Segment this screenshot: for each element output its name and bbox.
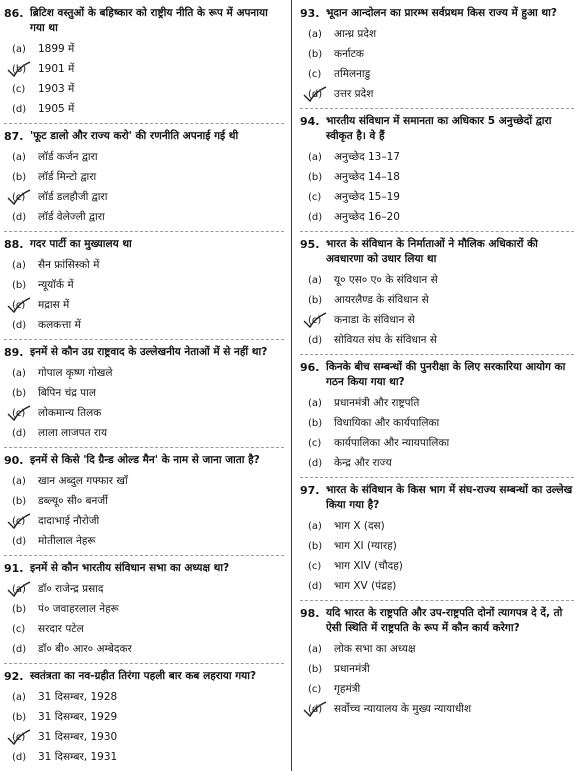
answer-option[interactable] <box>12 79 284 99</box>
answer-option[interactable] <box>12 59 284 79</box>
option-label: (b) <box>12 388 27 399</box>
answer-option[interactable] <box>12 295 284 315</box>
question-block <box>300 360 574 473</box>
option-text: 1899 में <box>38 43 75 55</box>
option-text: भाग X (दस) <box>334 520 385 532</box>
option-text: लोकमान्य तिलक <box>38 407 102 419</box>
question-separator <box>4 447 284 448</box>
option-label: (a) <box>308 152 322 163</box>
options-list <box>12 255 284 335</box>
option-label: (d) <box>308 212 323 223</box>
question-separator <box>300 108 574 109</box>
option-text: भाग XIV (चौदह) <box>334 560 403 572</box>
question-text: भारतीय संविधान में समानता का अधिकार 5 अनुच्छेदों द्वारा स्वीकृत है। वे हैं <box>326 115 552 142</box>
question-text: इनमें से कौन भारतीय संविधान सभा का अध्यक्ष था? <box>30 562 230 574</box>
option-text: सर्वोच्च न्यायालय के मुख्य न्यायाधीश <box>334 703 472 715</box>
option-text: कार्यपालिका और न्यायपालिका <box>334 437 450 449</box>
option-text: लोक सभा का अध्यक्ष <box>334 643 416 655</box>
option-label: (d) <box>12 320 27 331</box>
question-block <box>300 114 574 227</box>
option-label: (d) <box>12 536 27 547</box>
options-list <box>12 687 284 767</box>
question-block <box>300 606 574 719</box>
option-label: (b) <box>12 496 27 507</box>
option-label: (b) <box>308 172 323 183</box>
option-text: डब्ल्यू० सी० बनर्जी <box>38 495 108 507</box>
question-text-row <box>4 345 284 360</box>
answer-option[interactable] <box>12 255 284 275</box>
option-label: (c) <box>12 192 26 203</box>
option-text: मोतीलाल नेहरू <box>38 535 96 547</box>
option-label: (c) <box>308 438 322 449</box>
answer-option[interactable] <box>12 619 284 639</box>
question-text: गदर पार्टी का मुख्यालय था <box>30 238 132 250</box>
question-number: 96. <box>300 361 320 374</box>
question-text-row <box>300 360 574 390</box>
answer-option[interactable] <box>308 413 574 433</box>
answer-option[interactable] <box>12 275 284 295</box>
question-text-row <box>300 606 574 636</box>
answer-option[interactable] <box>308 679 574 699</box>
question-number: 87. <box>4 130 24 143</box>
question-text: भारत के संविधान के निर्माताओं ने मौलिक अधिकारों की अवधारणा को उधार लिया था <box>326 238 538 265</box>
answer-option[interactable] <box>12 383 284 403</box>
option-label: (d) <box>308 704 323 715</box>
option-text: 31 दिसम्बर, 1931 <box>38 751 118 763</box>
question-block <box>4 453 284 551</box>
option-label: (b) <box>12 604 27 615</box>
option-label: (d) <box>308 89 323 100</box>
left-column <box>4 6 284 767</box>
answer-option[interactable] <box>308 659 574 679</box>
question-separator <box>4 123 284 124</box>
question-separator <box>300 600 574 601</box>
option-text: अनुच्छेद 15–19 <box>334 191 400 203</box>
right-column <box>300 6 574 719</box>
question-separator <box>300 354 574 355</box>
question-text: भूदान आन्दोलन का प्रारम्भ सर्वप्रथम किस राज्य में हुआ था? <box>326 7 557 19</box>
option-text: लॉर्ड डलहौजी द्वारा <box>38 191 108 203</box>
question-number: 94. <box>300 115 320 128</box>
option-text: दादाभाई नौरोजी <box>38 515 100 527</box>
answer-option[interactable] <box>12 423 284 443</box>
option-label: (a) <box>308 275 322 286</box>
question-text: स्वतंत्रता का नव-ग्रहीत तिरंगा पहली बार कब लहराया गया? <box>30 670 257 682</box>
option-text: भाग XI (ग्यारह) <box>334 540 397 552</box>
option-label: (a) <box>12 44 26 55</box>
option-text: आन्ध्र प्रदेश <box>334 28 377 40</box>
question-separator <box>300 231 574 232</box>
option-text: कनाडा के संविधान से <box>334 314 415 326</box>
option-label: (c) <box>12 408 26 419</box>
answer-option[interactable] <box>12 363 284 383</box>
answer-option[interactable] <box>308 699 574 719</box>
option-text: 31 दिसम्बर, 1928 <box>38 691 118 703</box>
answer-option[interactable] <box>12 511 284 531</box>
answer-option[interactable] <box>12 147 284 167</box>
option-label: (c) <box>12 516 26 527</box>
option-text: तमिलनाडु <box>334 68 371 80</box>
option-text: डॉ० बी० आर० अम्बेदकर <box>38 643 132 655</box>
options-list <box>308 147 574 227</box>
option-label: (c) <box>308 684 322 695</box>
answer-option[interactable] <box>308 433 574 453</box>
question-block <box>300 237 574 350</box>
answer-option[interactable] <box>308 556 574 576</box>
question-text-row <box>300 6 574 21</box>
question-text-row <box>4 237 284 252</box>
option-label: (c) <box>308 315 322 326</box>
option-label: (a) <box>308 29 322 40</box>
answer-option[interactable] <box>308 290 574 310</box>
question-text-row <box>300 237 574 267</box>
option-text: बिपिन चंद्र पाल <box>38 387 96 399</box>
question-text: किनके बीच सम्बन्धों की पुनरीक्षा के लिए सरकारिया आयोग का गठन किया गया था? <box>326 361 566 388</box>
option-text: उत्तर प्रदेश <box>334 88 374 100</box>
option-text: 31 दिसम्बर, 1930 <box>38 731 118 743</box>
answer-option[interactable] <box>308 270 574 290</box>
options-list <box>12 363 284 443</box>
answer-option[interactable] <box>12 599 284 619</box>
column-divider <box>291 0 292 771</box>
option-label: (c) <box>308 69 322 80</box>
option-text: यू० एस० ए० के संविधान से <box>334 274 438 286</box>
answer-option[interactable] <box>308 453 574 473</box>
option-text: अनुच्छेद 14–18 <box>334 171 400 183</box>
option-text: अनुच्छेद 13–17 <box>334 151 400 163</box>
option-label: (b) <box>12 172 27 183</box>
option-text: लॉर्ड वेलेज्ली द्वारा <box>38 211 105 223</box>
question-separator <box>300 477 574 478</box>
option-label: (a) <box>12 260 26 271</box>
answer-option[interactable] <box>308 310 574 330</box>
question-number: 95. <box>300 238 320 251</box>
option-text: 31 दिसम्बर, 1929 <box>38 711 118 723</box>
option-label: (a) <box>12 152 26 163</box>
answer-option[interactable] <box>12 727 284 747</box>
question-number: 88. <box>4 238 24 251</box>
option-label: (a) <box>308 521 322 532</box>
answer-option[interactable] <box>308 639 574 659</box>
question-separator <box>4 555 284 556</box>
options-list <box>308 393 574 473</box>
option-label: (a) <box>308 644 322 655</box>
answer-option[interactable] <box>12 707 284 727</box>
option-label: (a) <box>12 368 26 379</box>
question-number: 92. <box>4 670 24 683</box>
question-text: यदि भारत के राष्ट्रपति और उप-राष्ट्रपति दोनों त्यागपत्र दे दें, तो ऐसी स्थिति में राष्ट्रपति के रूप में कौन कार्य करेगा? <box>326 607 563 634</box>
question-number: 89. <box>4 346 24 359</box>
question-text: 'फूट डालो और राज्य करो' की रणनीति अपनाई गई थी <box>30 130 239 142</box>
option-label: (c) <box>308 192 322 203</box>
question-number: 97. <box>300 484 320 497</box>
question-block <box>4 129 284 227</box>
option-text: प्रधानमंत्री <box>334 663 370 675</box>
option-label: (c) <box>12 300 26 311</box>
answer-option[interactable] <box>12 471 284 491</box>
option-label: (b) <box>308 418 323 429</box>
options-list <box>12 471 284 551</box>
answer-option[interactable] <box>308 24 574 44</box>
option-text: कलकत्ता में <box>38 319 81 331</box>
option-label: (a) <box>12 584 26 595</box>
question-text-row <box>300 114 574 144</box>
option-text: पं० जवाहरलाल नेहरू <box>38 603 119 615</box>
option-text: डॉ० राजेन्द्र प्रसाद <box>38 583 104 595</box>
question-text-row <box>300 483 574 513</box>
answer-option[interactable] <box>308 393 574 413</box>
question-number: 90. <box>4 454 24 467</box>
options-list <box>12 147 284 227</box>
answer-option[interactable] <box>308 44 574 64</box>
option-text: लॉर्ड कर्जन द्वारा <box>38 151 98 163</box>
answer-option[interactable] <box>308 64 574 84</box>
question-separator <box>4 339 284 340</box>
question-text-row <box>4 453 284 468</box>
question-block <box>4 669 284 767</box>
answer-option[interactable] <box>12 403 284 423</box>
options-list <box>12 579 284 659</box>
option-label: (b) <box>308 49 323 60</box>
options-list <box>308 516 574 596</box>
question-number: 91. <box>4 562 24 575</box>
option-label: (b) <box>308 295 323 306</box>
question-text-row <box>4 561 284 576</box>
answer-option[interactable] <box>12 579 284 599</box>
option-text: न्यूयॉर्क में <box>38 279 74 291</box>
question-text: ब्रिटिश वस्तुओं के बहिष्कार को राष्ट्रीय नीति के रूप में अपनाया गया था <box>30 7 268 34</box>
option-text: खान अब्दुल गफ्फार खाँ <box>38 475 128 487</box>
options-list <box>308 270 574 350</box>
question-text: इनमें से कौन उग्र राष्ट्रवाद के उल्लेखनीय नेताओं में से नहीं था? <box>30 346 268 358</box>
question-block <box>4 6 284 119</box>
options-list <box>308 639 574 719</box>
question-block <box>4 345 284 443</box>
option-text: 1903 में <box>38 83 75 95</box>
answer-option[interactable] <box>12 639 284 659</box>
answer-option[interactable] <box>308 576 574 596</box>
option-text: सोवियत संघ के संविधान से <box>334 334 437 346</box>
option-text: केन्द्र और राज्य <box>334 457 392 469</box>
answer-option[interactable] <box>308 516 574 536</box>
answer-option[interactable] <box>308 84 574 104</box>
option-label: (d) <box>308 581 323 592</box>
option-label: (d) <box>308 458 323 469</box>
question-number: 98. <box>300 607 320 620</box>
option-label: (a) <box>12 476 26 487</box>
option-label: (d) <box>308 335 323 346</box>
answer-option[interactable] <box>12 315 284 335</box>
option-text: प्रधानमंत्री और राष्ट्रपति <box>334 397 420 409</box>
answer-option[interactable] <box>12 99 284 119</box>
option-label: (c) <box>12 732 26 743</box>
options-list <box>12 39 284 119</box>
option-text: भाग XV (पंद्रह) <box>334 580 397 592</box>
option-label: (d) <box>12 212 27 223</box>
answer-option[interactable] <box>12 187 284 207</box>
question-number: 86. <box>4 7 24 20</box>
answer-option[interactable] <box>12 167 284 187</box>
answer-option[interactable] <box>12 531 284 551</box>
option-text: कर्नाटक <box>334 48 364 60</box>
option-text: मद्रास में <box>38 299 70 311</box>
question-block <box>300 483 574 596</box>
answer-option[interactable] <box>308 536 574 556</box>
option-text: विधायिका और कार्यपालिका <box>334 417 440 429</box>
option-text: आयरलैण्ड के संविधान से <box>334 294 429 306</box>
question-text: भारत के संविधान के किस भाग में संघ-राज्य सम्बन्धों का उल्लेख किया गया है? <box>326 484 573 511</box>
answer-option[interactable] <box>12 687 284 707</box>
answer-option[interactable] <box>308 207 574 227</box>
option-label: (b) <box>12 280 27 291</box>
question-block <box>4 561 284 659</box>
option-label: (c) <box>308 561 322 572</box>
option-label: (d) <box>12 428 27 439</box>
question-number: 93. <box>300 7 320 20</box>
option-text: लाला लाजपत राय <box>38 427 108 439</box>
option-label: (b) <box>12 64 27 75</box>
answer-option[interactable] <box>308 147 574 167</box>
option-text: गोपाल कृष्ण गोखले <box>38 367 113 379</box>
question-separator <box>4 231 284 232</box>
option-label: (d) <box>12 752 27 763</box>
option-label: (b) <box>308 664 323 675</box>
option-text: अनुच्छेद 16–20 <box>334 211 400 223</box>
question-text-row <box>4 669 284 684</box>
option-label: (c) <box>12 84 26 95</box>
option-text: लॉर्ड मिन्टो द्वारा <box>38 171 97 183</box>
answer-option[interactable] <box>12 207 284 227</box>
answer-option[interactable] <box>12 491 284 511</box>
question-text: इनमें से किसे 'दि ग्रैन्ड ओल्ड मैन' के नाम से जाना जाता है? <box>30 454 260 466</box>
option-label: (b) <box>12 712 27 723</box>
option-label: (d) <box>12 104 27 115</box>
option-text: 1901 में <box>38 63 75 75</box>
question-separator <box>4 663 284 664</box>
option-text: सरदार पटेल <box>38 623 84 635</box>
option-label: (c) <box>12 624 26 635</box>
options-list <box>308 24 574 104</box>
answer-option[interactable] <box>308 187 574 207</box>
option-text: गृहमंत्री <box>334 683 361 695</box>
answer-option[interactable] <box>12 39 284 59</box>
answer-option[interactable] <box>308 330 574 350</box>
question-text-row <box>4 6 284 36</box>
option-label: (a) <box>12 692 26 703</box>
question-block <box>300 6 574 104</box>
option-label: (d) <box>12 644 27 655</box>
option-text: 1905 में <box>38 103 75 115</box>
option-text: सैन फ्रांसिस्को में <box>38 259 100 271</box>
answer-option[interactable] <box>12 747 284 767</box>
option-label: (b) <box>308 541 323 552</box>
question-text-row <box>4 129 284 144</box>
option-label: (a) <box>308 398 322 409</box>
answer-option[interactable] <box>308 167 574 187</box>
question-block <box>4 237 284 335</box>
